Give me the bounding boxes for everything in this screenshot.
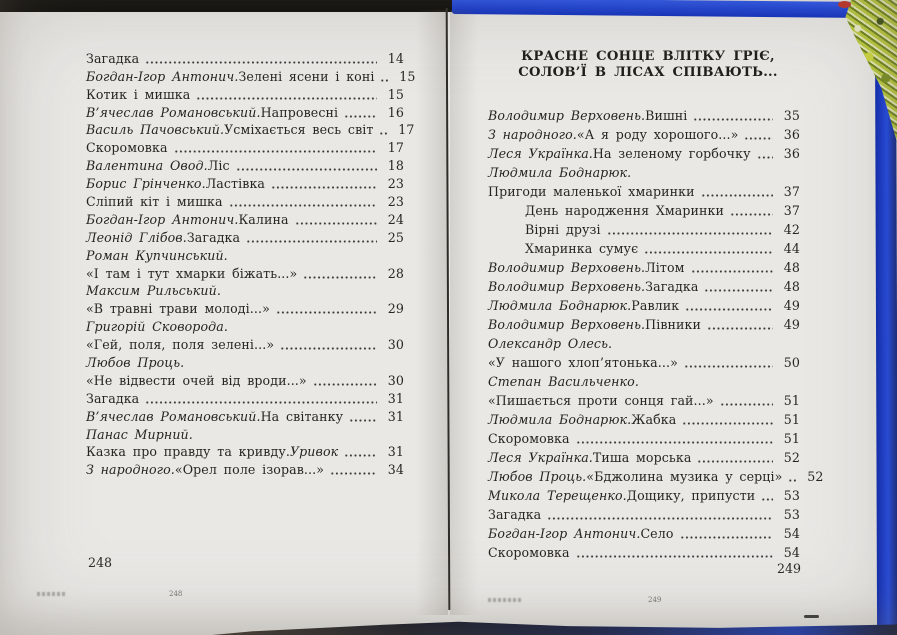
dot-leader bbox=[682, 413, 773, 425]
toc-left-page bbox=[86, 48, 416, 478]
dot-leader bbox=[344, 106, 377, 118]
toc-title-text: «Орел поле ізорав...» bbox=[174, 462, 325, 478]
toc-row bbox=[86, 48, 404, 66]
dot-leader bbox=[547, 508, 773, 520]
toc-title-text: Скоромовка bbox=[86, 140, 168, 156]
toc-title-text: Скоромовка bbox=[488, 431, 570, 446]
toc-author-text: Уривок bbox=[289, 444, 339, 460]
dot-leader bbox=[607, 223, 773, 235]
toc-page-number: 49 bbox=[783, 317, 800, 332]
book-cover-edge-top bbox=[452, 0, 872, 18]
toc-author-text: Леонід Глібов. bbox=[86, 229, 187, 245]
print-mark-right bbox=[488, 598, 522, 602]
toc-row bbox=[488, 256, 800, 275]
toc-author-text: Любов Проць. bbox=[488, 469, 587, 484]
toc-page-number: 52 bbox=[807, 469, 824, 484]
section-title-line1: КРАСНЕ СОНЦЕ ВЛІТКУ ГРІЄ, bbox=[521, 49, 775, 64]
dot-leader bbox=[295, 213, 377, 225]
toc-row bbox=[488, 218, 800, 237]
toc-page-number: 23 bbox=[387, 176, 404, 192]
dot-leader bbox=[313, 374, 377, 386]
page-number-right: 249 bbox=[777, 561, 802, 576]
dot-leader bbox=[280, 338, 377, 350]
toc-page-number: 17 bbox=[398, 122, 415, 138]
dot-leader bbox=[684, 356, 773, 368]
dot-leader bbox=[707, 318, 773, 330]
gutter-shadow-right bbox=[450, 10, 478, 615]
toc-row bbox=[488, 351, 800, 370]
toc-row bbox=[488, 199, 800, 218]
toc-page-number: 31 bbox=[387, 390, 404, 406]
toc-page-number: 17 bbox=[387, 140, 404, 156]
dot-leader bbox=[145, 392, 377, 404]
toc-row bbox=[86, 102, 404, 120]
dot-leader bbox=[697, 451, 773, 463]
toc-author-text: Олександр Олесь. bbox=[488, 336, 613, 351]
section-title bbox=[468, 49, 828, 81]
toc-row bbox=[86, 442, 404, 460]
toc-page-number: 50 bbox=[783, 355, 800, 370]
toc-page-number: 31 bbox=[387, 444, 404, 460]
toc-row bbox=[86, 298, 404, 316]
dot-leader bbox=[704, 280, 773, 292]
toc-row bbox=[86, 352, 404, 370]
book-spine-edge-top bbox=[0, 0, 458, 12]
toc-row bbox=[86, 459, 404, 477]
section-title-line2: СОЛОВ’Ї В ЛІСАХ СПІВАЮТЬ... bbox=[518, 65, 778, 80]
toc-title-text: Півники bbox=[645, 317, 701, 332]
toc-title-text: Пригоди маленької хмаринки bbox=[488, 184, 695, 199]
toc-row bbox=[86, 227, 404, 245]
toc-row bbox=[86, 370, 404, 388]
toc-page-number: 49 bbox=[783, 298, 800, 313]
toc-row bbox=[488, 294, 800, 313]
toc-title-text: Вишні bbox=[645, 108, 688, 123]
dot-leader bbox=[344, 445, 377, 457]
toc-row bbox=[488, 332, 800, 351]
toc-row bbox=[488, 180, 800, 199]
dot-leader bbox=[196, 88, 377, 100]
toc-row bbox=[86, 191, 404, 209]
toc-row bbox=[86, 209, 404, 227]
toc-row bbox=[86, 424, 404, 442]
toc-title-text: «І там і тут хмарки біжать...» bbox=[86, 265, 298, 281]
dot-leader bbox=[701, 185, 773, 197]
toc-row bbox=[86, 84, 404, 102]
toc-page-number: 30 bbox=[387, 337, 404, 353]
toc-author-text: Роман Купчинський. bbox=[86, 247, 228, 263]
toc-row bbox=[488, 104, 800, 123]
dot-leader bbox=[303, 267, 377, 279]
gutter-shadow-left bbox=[416, 10, 448, 615]
dot-leader bbox=[236, 159, 377, 171]
toc-author-text: Панас Мирний. bbox=[86, 426, 193, 442]
toc-row bbox=[488, 161, 800, 180]
toc-title-text: Зелені ясени і коні bbox=[238, 68, 375, 84]
toc-author-text: Володимир Верховень. bbox=[488, 108, 646, 123]
dot-leader bbox=[730, 204, 773, 216]
toc-author-text: Любов Проць. bbox=[86, 355, 185, 371]
toc-title-text: Сліпий кіт і мишка bbox=[86, 194, 223, 210]
toc-author-text: Степан Васильченко. bbox=[488, 374, 639, 389]
toc-row bbox=[86, 316, 404, 334]
page-number-left: 248 bbox=[88, 555, 113, 570]
toc-row bbox=[86, 66, 416, 84]
toc-row bbox=[488, 389, 800, 408]
toc-row bbox=[488, 541, 800, 560]
toc-author-text: Людмила Боднарюк. bbox=[488, 298, 632, 313]
book-cover-edge-bottom bbox=[212, 618, 897, 635]
toc-row bbox=[488, 522, 800, 541]
toc-page-number: 51 bbox=[783, 431, 800, 446]
toc-page-number: 31 bbox=[387, 408, 404, 424]
toc-author-text: Людмила Боднарюк. bbox=[488, 165, 632, 180]
toc-title-text: Калина bbox=[238, 211, 289, 227]
toc-title-text: Тиша морська bbox=[592, 450, 692, 465]
dot-leader bbox=[145, 52, 377, 64]
toc-page-number: 25 bbox=[387, 229, 404, 245]
toc-row bbox=[488, 465, 824, 484]
dot-leader bbox=[685, 299, 773, 311]
toc-page-number: 54 bbox=[783, 545, 800, 560]
toc-author-text: В’ячеслав Романовський. bbox=[86, 408, 261, 424]
toc-row bbox=[488, 123, 800, 142]
toc-page-number: 51 bbox=[783, 412, 800, 427]
toc-title-text: Загадка bbox=[86, 50, 140, 66]
toc-page-number: 53 bbox=[783, 507, 800, 522]
toc-title-text: Село bbox=[640, 526, 674, 541]
toc-author-text: Валентина Овод. bbox=[86, 158, 208, 174]
dot-leader bbox=[576, 546, 773, 558]
toc-author-text: Микола Терещенко. bbox=[488, 488, 627, 503]
toc-right-page bbox=[488, 104, 824, 560]
toc-row bbox=[488, 446, 800, 465]
toc-title-text: «А я роду хорошого...» bbox=[576, 127, 739, 142]
toc-page-number: 30 bbox=[387, 372, 404, 388]
dot-leader bbox=[761, 489, 773, 501]
toc-page-number: 18 bbox=[387, 158, 404, 174]
dot-leader bbox=[788, 470, 796, 482]
dot-leader bbox=[174, 141, 377, 153]
toc-row bbox=[86, 406, 404, 424]
toc-row bbox=[86, 334, 404, 352]
print-mark-left bbox=[37, 592, 67, 596]
dot-leader bbox=[757, 147, 773, 159]
toc-page-number: 48 bbox=[783, 279, 800, 294]
toc-row bbox=[488, 408, 800, 427]
toc-row bbox=[488, 370, 800, 389]
toc-title-text: Загадка bbox=[645, 279, 699, 294]
dot-leader bbox=[229, 195, 377, 207]
toc-row bbox=[86, 155, 404, 173]
toc-page-number: 34 bbox=[387, 462, 404, 478]
toc-page-number: 29 bbox=[387, 301, 404, 317]
toc-author-text: Володимир Верховень. bbox=[488, 279, 646, 294]
toc-row bbox=[86, 281, 404, 299]
toc-title-text: День народження Хмаринки bbox=[525, 203, 725, 218]
toc-page-number: 15 bbox=[399, 68, 416, 84]
toc-author-text: З народного. bbox=[488, 127, 577, 142]
toc-title-text: На зеленому горбочку bbox=[592, 146, 751, 161]
dot-leader bbox=[276, 302, 377, 314]
dot-leader bbox=[691, 261, 773, 273]
dot-leader bbox=[644, 242, 773, 254]
toc-title-text: Загадка bbox=[488, 507, 542, 522]
toc-row bbox=[488, 313, 800, 332]
toc-title-text: Ліс bbox=[207, 158, 230, 174]
toc-author-text: Людмила Боднарюк. bbox=[488, 412, 632, 427]
toc-page-number: 14 bbox=[387, 50, 404, 66]
toc-page-number: 28 bbox=[387, 265, 404, 281]
toc-title-text: Ластівка bbox=[205, 176, 266, 192]
toc-title-text: «У нашого хлоп’ятонька...» bbox=[488, 355, 678, 370]
toc-title-text: Вірні друзі bbox=[525, 222, 601, 237]
toc-title-text: На світанку bbox=[260, 408, 344, 424]
page-edge-mark bbox=[804, 615, 819, 618]
toc-title-text: Літом bbox=[645, 260, 685, 275]
toc-page-number: 36 bbox=[783, 127, 800, 142]
small-page-number-right: 249 bbox=[648, 596, 662, 604]
dot-leader bbox=[246, 231, 377, 243]
toc-row bbox=[86, 173, 404, 191]
toc-author-text: Борис Грінченко. bbox=[86, 176, 206, 192]
toc-title-text: «В травні трави молоді...» bbox=[86, 301, 270, 317]
toc-page-number: 15 bbox=[387, 86, 404, 102]
dot-leader bbox=[693, 109, 773, 121]
toc-author-text: Леся Українка. bbox=[488, 146, 593, 161]
toc-title-text: Равлик bbox=[631, 298, 680, 313]
toc-title-text: «Гей, поля, поля зелені...» bbox=[86, 337, 275, 353]
toc-title-text: Загадка bbox=[186, 229, 241, 245]
toc-row bbox=[488, 427, 800, 446]
toc-row bbox=[488, 503, 800, 522]
toc-row bbox=[488, 237, 800, 256]
toc-row bbox=[488, 484, 800, 503]
toc-row bbox=[86, 120, 415, 138]
toc-page-number: 44 bbox=[783, 241, 800, 256]
toc-row bbox=[86, 263, 404, 281]
toc-page-number: 53 bbox=[783, 488, 800, 503]
dot-leader bbox=[330, 463, 377, 475]
toc-title-text: Скоромовка bbox=[488, 545, 570, 560]
toc-page-number: 35 bbox=[783, 108, 800, 123]
toc-page-number: 16 bbox=[387, 104, 404, 120]
toc-page-number: 42 bbox=[783, 222, 800, 237]
toc-title-text: Казка про правду та кривду. bbox=[86, 444, 290, 460]
toc-author-text: Леся Українка. bbox=[488, 450, 593, 465]
toc-author-text: Василь Пачовський. bbox=[86, 122, 225, 138]
dot-leader bbox=[349, 410, 377, 422]
toc-title-text: «Не відвести очей від вроди...» bbox=[86, 372, 307, 388]
dot-leader bbox=[576, 432, 773, 444]
toc-author-text: Богдан-Ігор Антонич. bbox=[86, 211, 239, 227]
toc-page-number: 37 bbox=[783, 203, 800, 218]
dot-leader bbox=[379, 123, 387, 135]
toc-page-number: 24 bbox=[387, 211, 404, 227]
dot-leader bbox=[680, 527, 773, 539]
toc-page-number: 54 bbox=[783, 526, 800, 541]
toc-title-text: Напровесні bbox=[260, 104, 339, 120]
toc-author-text: Володимир Верховень. bbox=[488, 317, 646, 332]
cover-red-mark bbox=[838, 1, 851, 8]
toc-title-text: Загадка bbox=[86, 390, 140, 406]
dot-leader bbox=[380, 70, 388, 82]
toc-author-text: Богдан-Ігор Антонич. bbox=[488, 526, 641, 541]
toc-page-number: 48 bbox=[783, 260, 800, 275]
toc-author-text: Григорій Сковорода. bbox=[86, 319, 228, 335]
toc-page-number: 52 bbox=[783, 450, 800, 465]
toc-page-number: 36 bbox=[783, 146, 800, 161]
dot-leader bbox=[271, 177, 377, 189]
toc-title-text: Усміхається весь світ bbox=[224, 122, 374, 138]
toc-title-text: Хмаринка сумує bbox=[525, 241, 639, 256]
toc-row bbox=[86, 137, 404, 155]
toc-row bbox=[86, 388, 404, 406]
toc-author-text: З народного. bbox=[86, 462, 175, 478]
toc-author-text: Богдан-Ігор Антонич. bbox=[86, 68, 239, 84]
toc-page-number: 37 bbox=[783, 184, 800, 199]
toc-title-text: «Пишається проти сонця гай...» bbox=[488, 393, 714, 408]
dot-leader bbox=[720, 394, 773, 406]
toc-page-number: 23 bbox=[387, 194, 404, 210]
toc-row bbox=[488, 142, 800, 161]
small-page-number-left: 248 bbox=[169, 590, 183, 598]
toc-row bbox=[86, 245, 404, 263]
toc-title-text: «Бджолина музика у серці» bbox=[586, 469, 783, 484]
toc-author-text: Максим Рильський. bbox=[86, 283, 221, 299]
toc-author-text: Володимир Верховень. bbox=[488, 260, 646, 275]
toc-author-text: В’ячеслав Романовський. bbox=[86, 104, 261, 120]
toc-title-text: Дощику, припусти bbox=[626, 488, 756, 503]
toc-title-text: Жабка bbox=[631, 412, 677, 427]
toc-title-text: Котик і мишка bbox=[86, 86, 191, 102]
toc-row bbox=[488, 275, 800, 294]
toc-page-number: 51 bbox=[783, 393, 800, 408]
dot-leader bbox=[744, 128, 773, 140]
